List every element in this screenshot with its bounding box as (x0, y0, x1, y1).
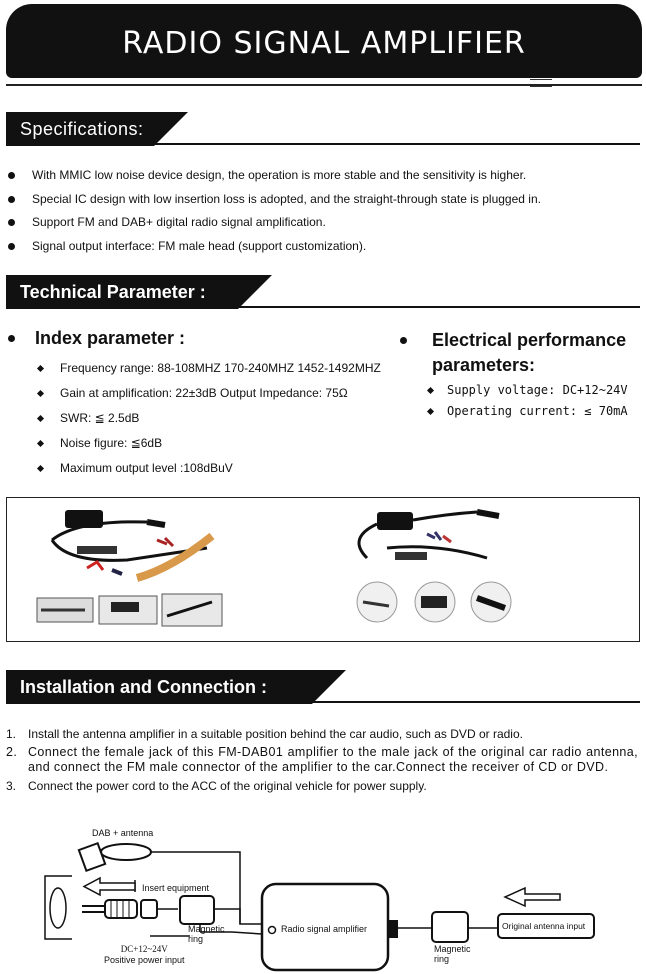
insert-equipment-label: Insert equipment (142, 883, 210, 893)
diamond-bullet-icon (427, 408, 434, 415)
list-item: Support FM and DAB+ digital radio signal amplification. (8, 211, 638, 235)
bullet-icon (8, 335, 15, 342)
magnetic-ring-left-icon (180, 896, 214, 924)
dab-antenna-label: DAB + antenna (92, 828, 154, 838)
diamond-bullet-icon (37, 440, 44, 447)
technical-banner (6, 275, 272, 309)
antenna-arrow-icon (505, 888, 560, 906)
list-item: 3. Connect the power cord to the ACC of the original vehicle for power supply. (6, 779, 427, 793)
installation-heading: Installation and Connection : (6, 670, 312, 704)
technical-rule (6, 306, 640, 308)
list-item: Noise figure: ≦6dB (38, 431, 381, 456)
list-item: 2. Connect the female jack of this FM-DAB01 amplifier to the male jack of the original car radio antenna, and connect the FM male connector of the amplifier to the car.Connect the receiver of CD or DVD. (6, 745, 638, 774)
list-item: Maximum output level :108dBuV (38, 456, 381, 481)
product-photos-image (7, 498, 639, 641)
list-item: Operating current: ≤ 70mA (428, 401, 628, 422)
bullet-icon (8, 243, 15, 250)
right-kit-photo (357, 512, 511, 622)
list-item: Special IC design with low insertion loss is adopted, and the straight-through state is plugged in. (8, 188, 638, 212)
power-input-label: DC+12~24V Positive power input (104, 944, 185, 965)
installation-steps (6, 727, 646, 793)
list-item: SWR: ≦ 2.5dB (38, 406, 381, 431)
magnetic-ring-right-icon (432, 912, 468, 942)
electrical-heading-line2: parameters: (432, 355, 536, 375)
fm-plug-icon (82, 900, 157, 918)
specifications-banner (6, 112, 188, 146)
header-divider (6, 84, 642, 86)
left-kit-photo (37, 510, 222, 626)
dab-antenna-icon (79, 843, 151, 871)
list-item: Frequency range: 88-108MHZ 170-240MHZ 1452-1492MHZ (38, 356, 381, 381)
list-item: Gain at amplification: 22±3dB Output Impedance: 75Ω (38, 381, 381, 406)
diamond-bullet-icon (427, 387, 434, 394)
wiring-diagram-drawing (0, 824, 646, 974)
list-item: Supply voltage: DC+12~24V (428, 380, 628, 401)
diamond-bullet-icon (37, 390, 44, 397)
diamond-bullet-icon (37, 465, 44, 472)
diamond-bullet-icon (37, 365, 44, 372)
insert-arrow-icon (84, 878, 135, 895)
list-item: Signal output interface: FM male head (support customization). (8, 235, 638, 259)
magnetic-ring-left-label: Magnetic ring (188, 924, 225, 944)
specifications-list (8, 164, 638, 258)
bullet-icon (400, 337, 407, 344)
electrical-list (428, 380, 628, 422)
wiring-diagram (0, 824, 646, 974)
electrical-heading: Electrical performance (400, 330, 626, 351)
specifications-rule (6, 143, 640, 145)
bullet-icon (8, 172, 15, 179)
magnetic-ring-right-label: Magnetic ring (434, 944, 471, 964)
technical-heading: Technical Parameter : (6, 275, 238, 309)
list-item: 1. Install the antenna amplifier in a suitable position behind the car audio, such as DVD or radio. (6, 727, 523, 741)
specifications-heading: Specifications: (6, 112, 154, 146)
amplifier-label: Radio signal amplifier (281, 924, 368, 934)
bullet-icon (8, 196, 15, 203)
installation-banner (6, 670, 346, 704)
product-photo-panel (6, 497, 640, 642)
page-title: RADIO SIGNAL AMPLIFIER (122, 26, 526, 61)
list-item: With MMIC low noise device design, the operation is more stable and the sensitivity is higher. (8, 164, 638, 188)
original-antenna-input-label: Original antenna input (502, 921, 586, 931)
title-banner (6, 4, 642, 78)
diamond-bullet-icon (37, 415, 44, 422)
index-parameter-list (38, 356, 381, 481)
installation-rule (6, 701, 640, 703)
index-parameter-heading: Index parameter : (8, 328, 185, 349)
bullet-icon (8, 219, 15, 226)
